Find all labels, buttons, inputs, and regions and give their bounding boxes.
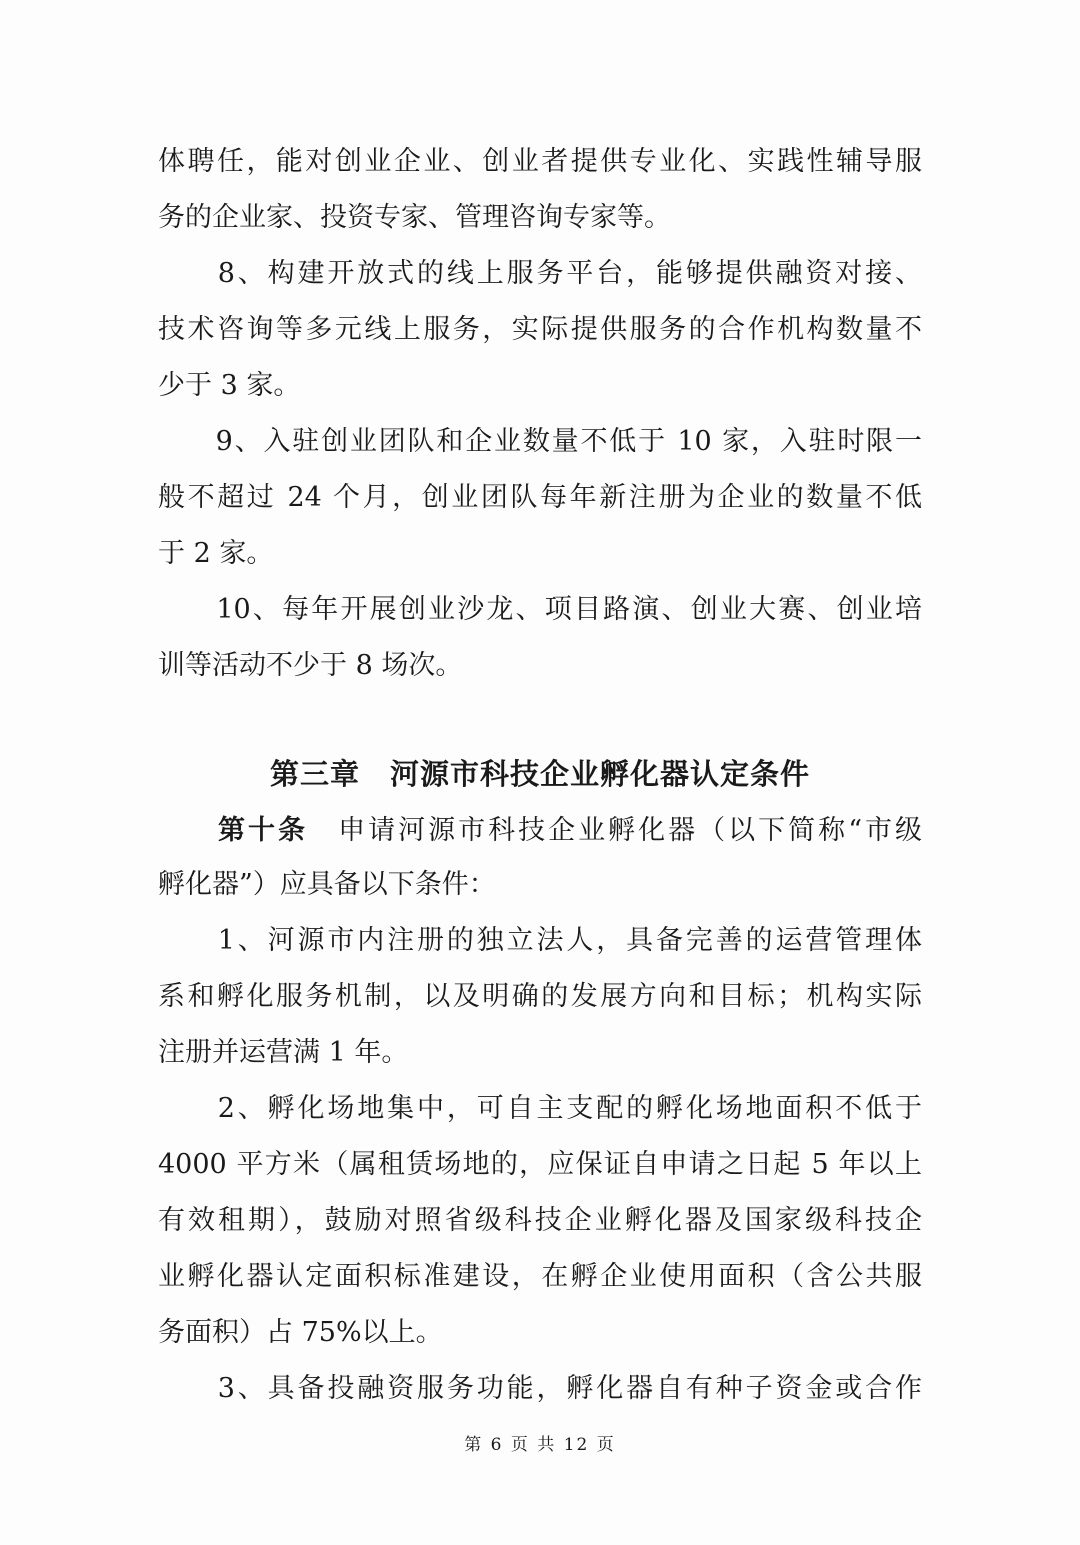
page-number-footer: 第 6 页 共 12 页 [464,1435,616,1455]
text-line-19: 务面积）占 75%以上。 [158,1317,443,1348]
text-line-16: 4000 平方米（属租赁场地的，应保证自申请之日起 5 年以上 [158,1149,922,1180]
text-line-15: 2、孵化场地集中，可自主支配的孵化场地面积不低于 [158,1093,922,1124]
text-line-11: 孵化器”）应具备以下条件： [158,869,496,900]
article-label: 第十条 [218,815,309,846]
article-line [158,814,922,848]
text-line-17: 有效租期），鼓励对照省级科技企业孵化器及国家级科技企 [158,1205,922,1236]
article-first-line: 申请河源市科技企业孵化器（以下简称“市级 [338,815,923,846]
text-line-13: 系和孵化服务机制，以及明确的发展方向和目标；机构实际 [158,981,922,1012]
text-line-4: 技术咨询等多元线上服务，实际提供服务的合作机构数量不 [158,314,922,345]
text-line-3: 8、构建开放式的线上服务平台，能够提供融资对接、 [158,258,922,289]
text-line-2: 务的企业家、投资专家、管理咨询专家等。 [158,202,671,233]
text-line-1: 体聘任，能对创业企业、创业者提供专业化、实践性辅导服 [158,146,922,177]
text-line-5: 少于 3 家。 [158,370,301,401]
text-line-18: 业孵化器认定面积标准建设，在孵企业使用面积（含公共服 [158,1261,922,1292]
text-line-9: 10、每年开展创业沙龙、项目路演、创业大赛、创业培 [158,594,922,625]
text-line-20: 3、具备投融资服务功能，孵化器自有种子资金或合作 [158,1373,922,1404]
text-line-12: 1、河源市内注册的独立法人，具备完善的运营管理体 [158,925,922,956]
text-line-7: 般不超过 24 个月，创业团队每年新注册为企业的数量不低 [158,482,922,513]
text-line-8: 于 2 家。 [158,538,274,569]
chapter-heading: 第三章 河源市科技企业孵化器认定条件 [269,757,810,791]
text-line-6: 9、入驻创业团队和企业数量不低于 10 家，入驻时限一 [158,426,922,457]
text-line-10: 训等活动不少于 8 场次。 [158,650,463,681]
text-line-14: 注册并运营满 1 年。 [158,1037,409,1068]
